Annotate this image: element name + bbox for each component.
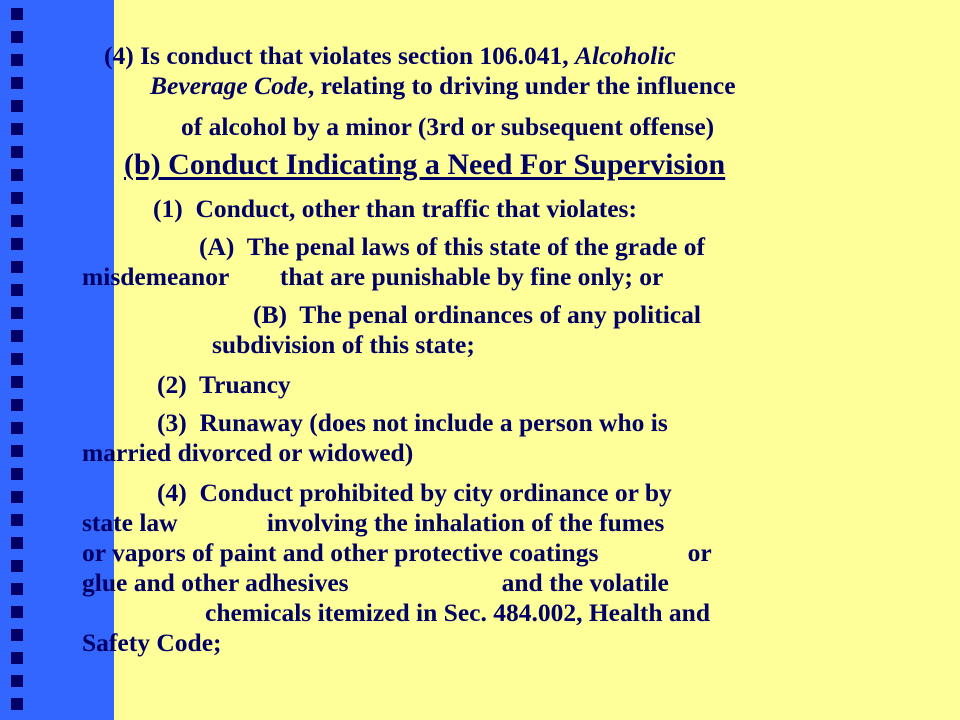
section-heading: (b) Conduct Indicating a Need For Supervision [124,148,726,181]
b4-line5: chemicals itemized in Sec. 484.002, Health and [205,598,710,627]
item4-code-name-2: Beverage Code [150,71,308,100]
b4-line2: state law involving the inhalation of the fumes [82,508,665,537]
b3-line1: (3) Runaway (does not include a person who is [157,408,668,437]
b2-truancy: (2) Truancy [157,370,291,399]
item4-line1 [104,41,676,71]
b4-line4: glue and other adhesives and the volatile [82,568,669,597]
item4-line2-rest: , relating to driving under the influence [307,71,736,100]
item4-code-name: Alcoholic [575,41,676,70]
item4-line3: of alcohol by a minor (3rd or subsequent offense) [181,112,715,141]
b1-b-line1: (B) The penal ordinances of any political [253,300,701,329]
b1-a-line2: misdemeanor that are punishable by fine only; or [82,262,664,291]
item4-prefix: (4) Is conduct that violates section 106.041, [104,41,576,70]
b3-line2: married divorced or widowed) [82,438,414,467]
b1-b-line2: subdivision of this state; [212,330,475,359]
item4-line2 [150,71,736,101]
b4-line1: (4) Conduct prohibited by city ordinance or by [157,478,672,507]
b4-line3: or vapors of paint and other protective coatings or [82,538,712,567]
b1-a-line1: (A) The penal laws of this state of the grade of [199,232,705,261]
b4-line6: Safety Code; [82,628,222,657]
b1-intro: (1) Conduct, other than traffic that violates: [153,194,637,223]
